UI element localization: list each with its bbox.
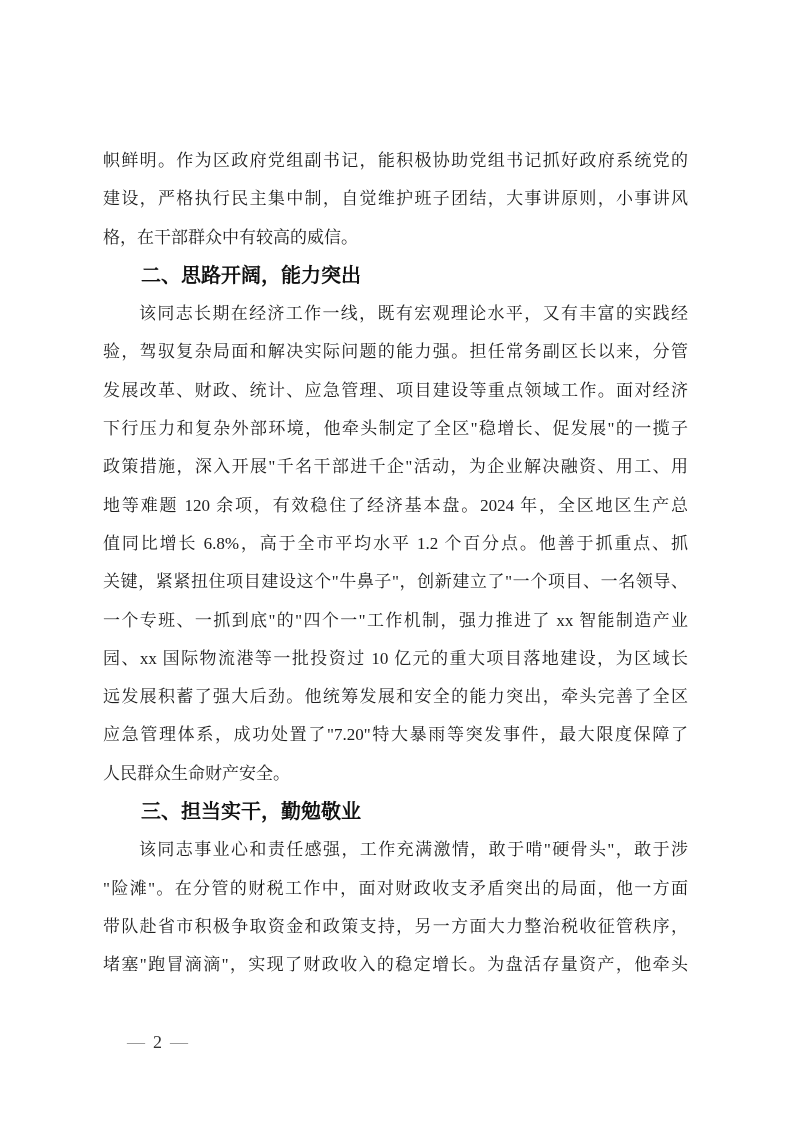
text-line: 下行压力和复杂外部环境，他牵头制定了全区"稳增长、促发展"的一揽子 [103, 419, 688, 439]
document-body [103, 142, 688, 985]
text-line: 一个专班、一抓到底"的"四个一"工作机制，强力推进了 xx 智能制造产业 [103, 610, 688, 630]
footer-dash-left: — [127, 1032, 145, 1052]
text-line: 带队赴省市积极争取资金和政策支持，另一方面大力整治税收征管秩序， [103, 916, 688, 936]
text-line: 该同志事业心和责任感强，工作充满激情，敢于啃"硬骨头"，敢于涉 [139, 840, 688, 860]
text-line: "险滩"。在分管的财税工作中，面对财政收支矛盾突出的局面，他一方面 [103, 878, 688, 898]
text-line: 关键，紧紧扭住项目建设这个"牛鼻子"，创新建立了"一个项目、一名领导、 [103, 572, 688, 592]
text-line: 政策措施，深入开展"千名干部进千企"活动，为企业解决融资、用工、用 [103, 457, 688, 477]
text-line: 远发展积蓄了强大后劲。他统筹发展和安全的能力突出，牵头完善了全区 [103, 687, 688, 707]
text-line: 帜鲜明。作为区政府党组副书记，能积极协助党组书记抓好政府系统党的 [103, 151, 688, 170]
section-heading-3: 三、担当实干，勤勉敬业 [141, 801, 361, 824]
footer-dash-right: — [170, 1032, 188, 1052]
text-line: 地等难题 120 余项，有效稳住了经济基本盘。2024 年，全区地区生产总 [103, 495, 688, 515]
text-line: 建设，严格执行民主集中制，自觉维护班子团结，大事讲原则，小事讲风 [103, 189, 688, 209]
text-line: 堵塞"跑冒滴滴"，实现了财政收入的稳定增长。为盘活存量资产，他牵头 [103, 955, 688, 975]
section-heading-2: 二、思路开阔，能力突出 [141, 264, 361, 287]
text-line: 应急管理体系，成功处置了"7.20"特大暴雨等突发事件，最大限度保障了 [103, 725, 688, 745]
page-number: 2 [153, 1032, 162, 1052]
text-line: 格，在干部群众中有较高的威信。 [103, 227, 358, 247]
text-line: 发展改革、财政、统计、应急管理、项目建设等重点领域工作。面对经济 [103, 380, 688, 400]
text-line: 园、xx 国际物流港等一批投资过 10 亿元的重大项目落地建设，为区域长 [103, 648, 688, 668]
text-line: 该同志长期在经济工作一线，既有宏观理论水平，又有丰富的实践经 [139, 304, 688, 324]
page-footer [127, 1030, 188, 1054]
text-line: 值同比增长 6.8%，高于全市平均水平 1.2 个百分点。他善于抓重点、抓 [103, 533, 688, 553]
text-line: 验，驾驭复杂局面和解决实际问题的能力强。担任常务副区长以来，分管 [103, 342, 688, 362]
text-line: 人民群众生命财产安全。 [103, 763, 290, 783]
